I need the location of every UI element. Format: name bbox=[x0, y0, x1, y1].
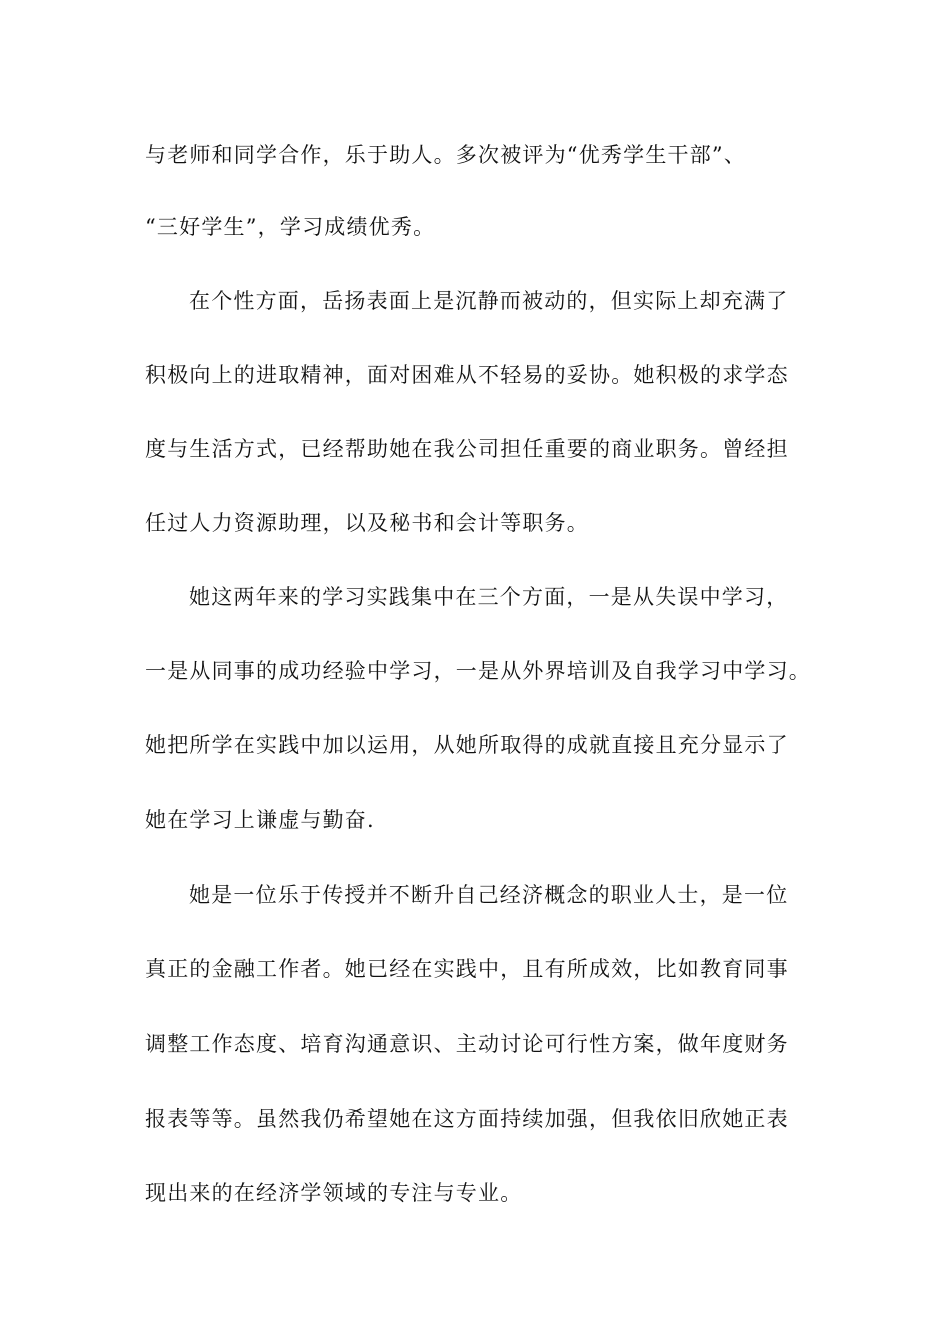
paragraph-line: 报表等等。虽然我仍希望她在这方面持续加强，但我依旧欣她正表 bbox=[145, 1107, 789, 1131]
paragraph-line: 任过人力资源助理，以及秘书和会计等职务。 bbox=[145, 511, 589, 535]
paragraph-line: 现出来的在经济学领域的专注与专业。 bbox=[145, 1181, 523, 1205]
paragraph-line: 她把所学在实践中加以运用，从她所取得的成就直接且充分显示了 bbox=[145, 733, 789, 757]
paragraph-line: 一是从同事的成功经验中学习，一是从外界培训及自我学习中学习。 bbox=[145, 659, 811, 683]
paragraph-line: 调整工作态度、培育沟通意识、主动讨论可行性方案，做年度财务 bbox=[145, 1032, 789, 1056]
paragraph-line: 她这两年来的学习实践集中在三个方面，一是从失误中学习， bbox=[189, 585, 789, 609]
paragraph-line: 积极向上的进取精神，面对困难从不轻易的妥协。她积极的求学态 bbox=[145, 363, 789, 387]
paragraph-line: 在个性方面，岳扬表面上是沉静而被动的，但实际上却充满了 bbox=[189, 289, 789, 313]
paragraph-line: 与老师和同学合作，乐于助人。多次被评为“优秀学生干部”、 bbox=[145, 143, 747, 167]
paragraph-line: 真正的金融工作者。她已经在实践中，且有所成效，比如教育同事 bbox=[145, 957, 789, 981]
paragraph-line: 她是一位乐于传授并不断升自己经济概念的职业人士，是一位 bbox=[189, 883, 789, 907]
paragraph-line: 她在学习上谦虚与勤奋. bbox=[145, 808, 375, 832]
paragraph-line: 度与生活方式，已经帮助她在我公司担任重要的商业职务。曾经担 bbox=[145, 437, 789, 461]
paragraph-line: “三好学生”，学习成绩优秀。 bbox=[145, 215, 436, 239]
